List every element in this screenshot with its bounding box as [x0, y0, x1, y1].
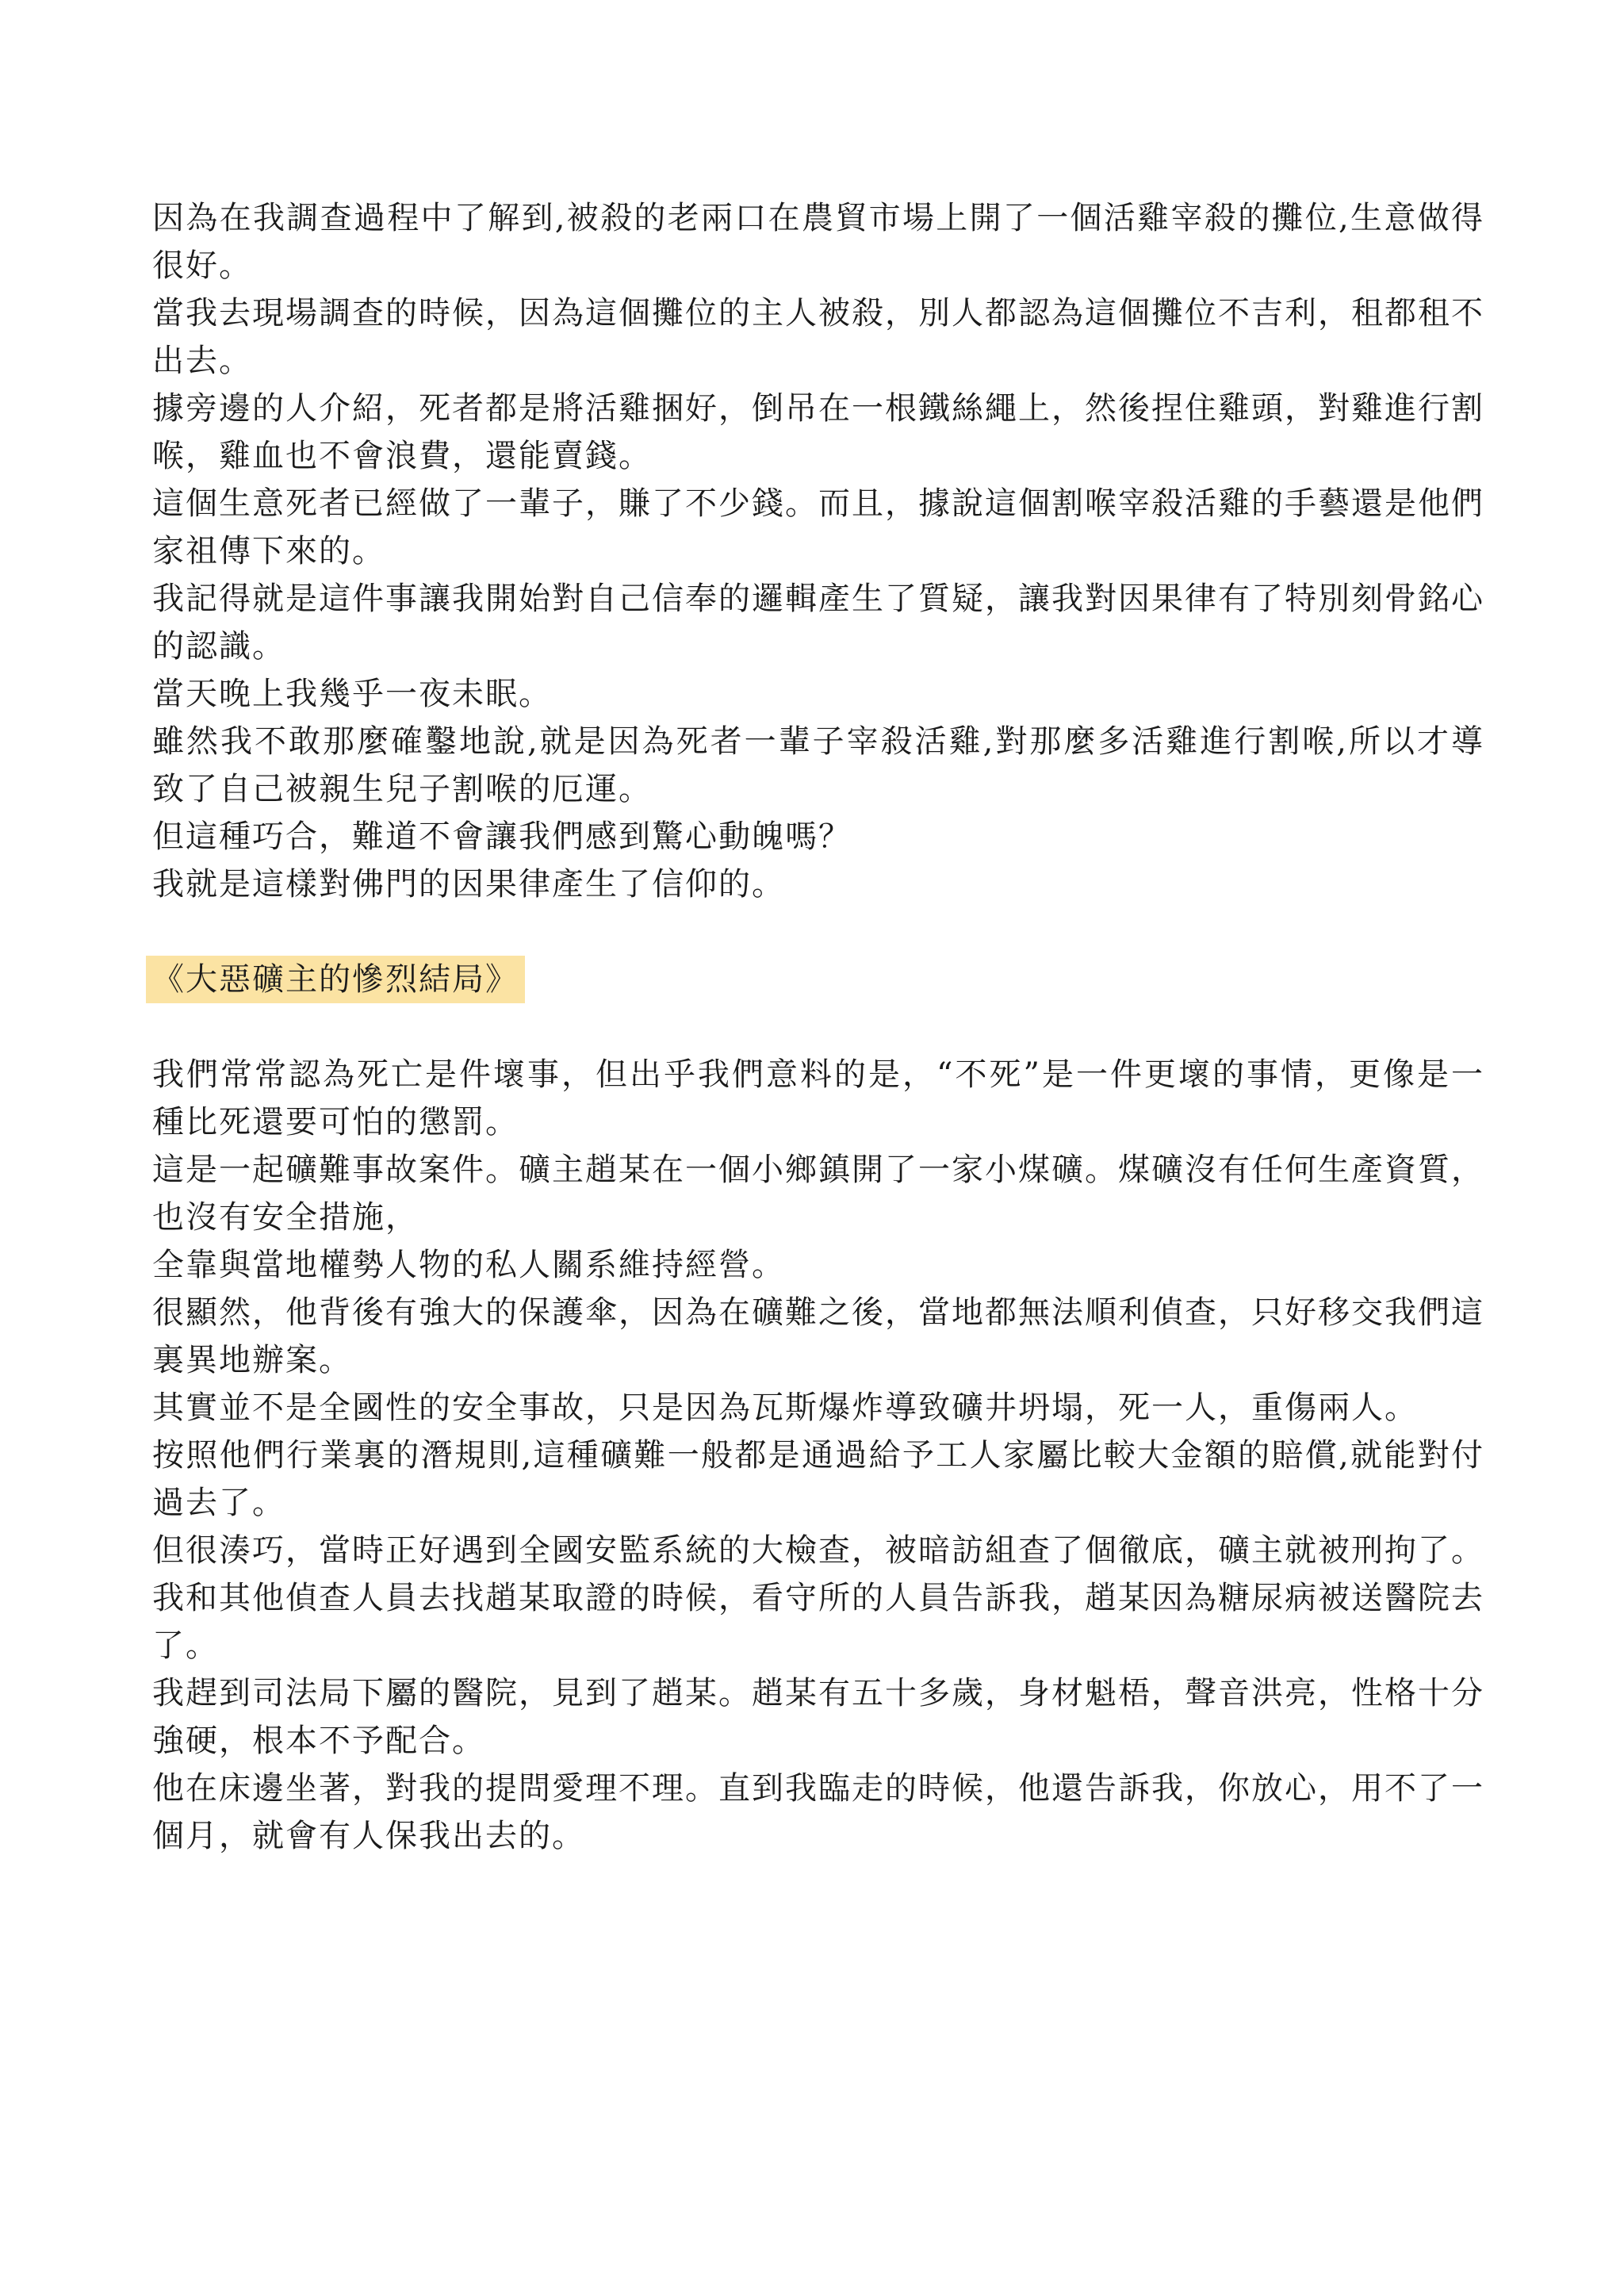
paragraph: 但很湊巧，當時正好遇到全國安監系統的大檢查，被暗訪組查了個徹底，礦主就被刑拘了。 — [152, 1532, 1484, 1569]
paragraph: 這個生意死者已經做了一輩子，賺了不少錢。而且，據說這個割喉宰殺活雞的手藝還是他們家祖傳下來的。 — [152, 485, 1484, 569]
paragraph: 我就是這樣對佛門的因果律產生了信仰的。 — [152, 866, 785, 903]
section-title: 《大惡礦主的慘烈結局》 — [146, 956, 525, 1003]
section-heading-row — [152, 956, 1484, 1003]
paragraph: 我們常常認為死亡是件壞事，但出乎我們意料的是，“不死”是一件更壞的事情，更像是一種比死還要可怕的懲罰。 — [152, 1056, 1484, 1140]
paragraph: 但這種巧合，難道不會讓我們感到驚心動魄嗎？ — [152, 818, 852, 855]
paragraph: 他在床邊坐著，對我的提問愛理不理。直到我臨走的時候，他還告訴我，你放心，用不了一個月，就會有人保我出去的。 — [152, 1770, 1484, 1854]
section-2 — [152, 1051, 1484, 1860]
document-body — [152, 194, 1484, 1860]
paragraph: 我記得就是這件事讓我開始對自己信奉的邏輯產生了質疑，讓我對因果律有了特別刻骨銘心的認識。 — [152, 581, 1484, 665]
paragraph: 按照他們行業裏的潛規則,這種礦難一般都是通過給予工人家屬比較大金額的賠償,就能對付過去了。 — [152, 1437, 1484, 1521]
paragraph: 當我去現場調查的時候，因為這個攤位的主人被殺，別人都認為這個攤位不吉利，租都租不出去。 — [152, 295, 1484, 379]
paragraph: 當天晚上我幾乎一夜未眠。 — [152, 676, 552, 712]
paragraph: 其實並不是全國性的安全事故，只是因為瓦斯爆炸導致礦井坍塌，死一人，重傷兩人。 — [152, 1389, 1418, 1426]
paragraph: 據旁邊的人介紹，死者都是將活雞捆好，倒吊在一根鐵絲繩上，然後捏住雞頭，對雞進行割喉，雞血也不會浪費，還能賣錢。 — [152, 390, 1484, 474]
paragraph: 雖然我不敢那麼確鑿地說,就是因為死者一輩子宰殺活雞,對那麼多活雞進行割喉,所以才導致了自己被親生兒子割喉的厄運。 — [152, 723, 1484, 807]
section-1 — [152, 194, 1484, 908]
paragraph: 這是一起礦難事故案件。礦主趙某在一個小鄉鎮開了一家小煤礦。煤礦沒有任何生產資質，也沒有安全措施， — [152, 1152, 1484, 1236]
paragraph: 很顯然，他背後有強大的保護傘，因為在礦難之後，當地都無法順利偵查，只好移交我們這裏異地辦案。 — [152, 1294, 1484, 1378]
paragraph: 因為在我調查過程中了解到,被殺的老兩口在農貿市場上開了一個活雞宰殺的攤位,生意做得很好。 — [152, 200, 1484, 284]
paragraph: 全靠與當地權勢人物的私人關系維持經營。 — [152, 1247, 785, 1283]
paragraph: 我趕到司法局下屬的醫院，見到了趙某。趙某有五十多歲，身材魁梧，聲音洪亮，性格十分強硬，根本不予配合。 — [152, 1675, 1484, 1759]
paragraph: 我和其他偵查人員去找趙某取證的時候，看守所的人員告訴我，趙某因為糖尿病被送醫院去了。 — [152, 1580, 1484, 1664]
